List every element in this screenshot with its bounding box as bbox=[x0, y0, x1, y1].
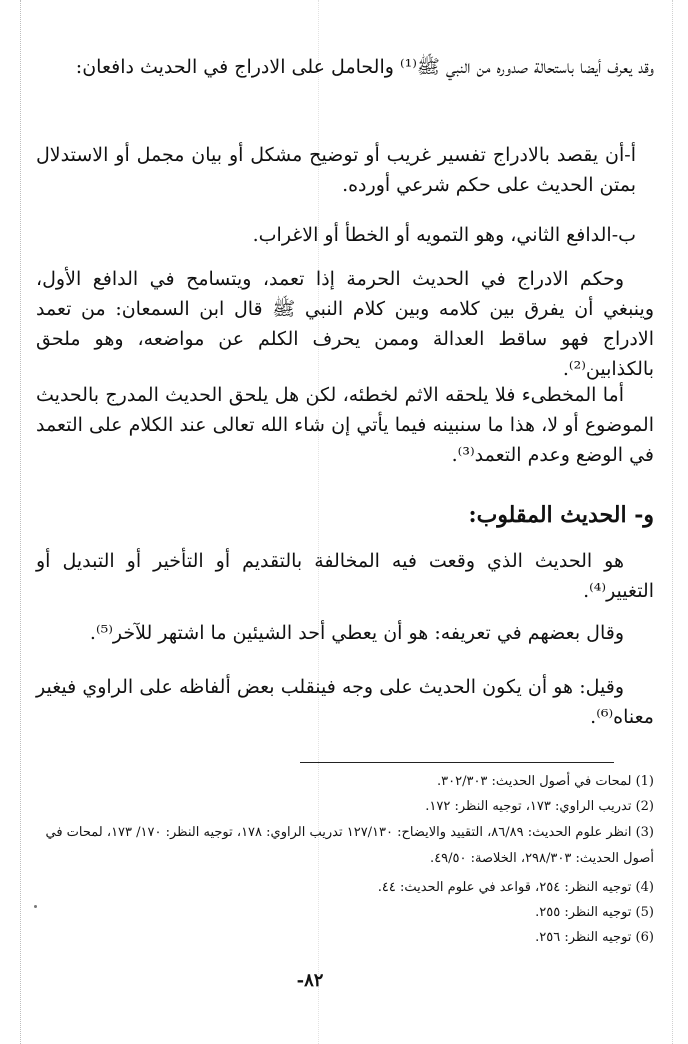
paragraph-intro: وقد يعرف أيضا باستحالة صدوره من النبي ﷺ⁽¹⁾ والحامل على الادراج في الحديث دافعان: bbox=[75, 56, 654, 78]
scan-speck bbox=[34, 905, 37, 908]
paragraph-motive-b: ب-الدافع الثاني، وهو التمويه أو الخطأ أو الاغراب. bbox=[252, 224, 636, 246]
paragraph-motive-a: أ-أن يقصد بالادراج تفسير غريب أو توضيح مشكل أو بيان مجمل أو الاستدلال بمتن الحديث على حكم شرعي أورده. bbox=[36, 144, 636, 196]
paragraph-definition: هو الحديث الذي وقعت فيه المخالفة بالتقديم أو التأخير أو التبديل أو التغيير⁽⁴⁾. bbox=[36, 550, 654, 602]
paragraph-definition-2: وقال بعضهم في تعريفه: هو أن يعطي أحد الشيئين ما اشتهر للآخر⁽⁵⁾. bbox=[89, 622, 624, 644]
footnote-1: (1) لمحات في أصول الحديث: ٣٠٢/٣٠٣. bbox=[437, 774, 654, 789]
footnote-6: (6) توجيه النظر: ٢٥٦. bbox=[535, 930, 654, 945]
footnote-4: (4) توجيه النظر: ٢٥٤، قواعد في علوم الحديث: ٤٤. bbox=[377, 880, 654, 895]
footnote-2: (2) تدريب الراوي: ١٧٣، توجيه النظر: ١٧٢. bbox=[425, 799, 654, 814]
scan-dotted-line bbox=[20, 0, 21, 1044]
scan-dotted-line bbox=[672, 0, 673, 1044]
footnote-separator bbox=[300, 762, 614, 763]
paragraph-ruling: وحكم الادراج في الحديث الحرمة إذا تعمد، ويتسامح في الدافع الأول، وينبغي أن يفرق بين كلامه وبين كلام النبي ﷺ قال ابن السمعان: من تعمد الادراج فهو ساقط العدالة وممن يحرف الكلم عن مواضعه، وهو ملحق بالكذابين⁽²⁾. bbox=[36, 268, 654, 380]
section-heading: و- الحديث المقلوب: bbox=[468, 502, 654, 528]
footnote-3: (3) انظر علوم الحديث: ٨٦/٨٩، التقييد والايضاح: ١٢٧/١٣٠ تدريب الراوي: ١٧٨، توجيه النظر: ١٧٠/ ١٧٣، لمحات في أصول الحديث: ٢٩٨/٣٠٣، الخلاصة: ٤٩/٥٠. bbox=[45, 825, 654, 866]
page-number: ٨٢- bbox=[296, 970, 324, 991]
paragraph-definition-3: وقيل: هو أن يكون الحديث على وجه فينقلب بعض ألفاظه على الراوي فيغير معناه⁽⁶⁾. bbox=[36, 676, 654, 728]
footnote-5: (5) توجيه النظر: ٢٥٥. bbox=[535, 905, 654, 920]
paragraph-mistaken: أما المخطىء فلا يلحقه الاثم لخطئه، لكن هل يلحق الحديث المدرج بالحديث الموضوع أو لا، هذا ما سنبينه فيما يأتي إن شاء الله تعالى عند الكلام على التعمد في الوضع وعدم التعمد⁽³⁾. bbox=[36, 384, 654, 466]
